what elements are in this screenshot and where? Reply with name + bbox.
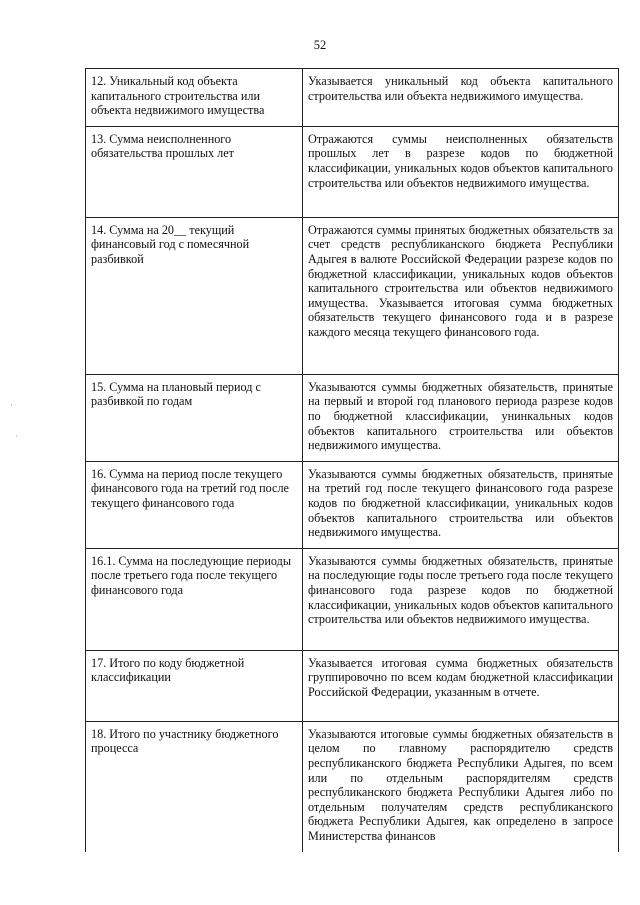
field-description-cell: Отражаются суммы принятых бюджетных обязательств за счет средств республиканского бюджета Республики Адыгея в валюте Российской Федерации разрезе кодов по бюджетной классификации, уникальных кодов объектов капитального строительства или объектов недвижимого имущества. Указывается итоговая сумма бюджетных обязательств текущего финансового года и в разрезе каждого месяца текущего финансового года.	[303, 217, 619, 374]
field-name-cell: 16. Сумма на период после текущего финансового года на третий год после текущего финансового года	[86, 461, 303, 548]
table-row	[86, 69, 619, 127]
field-name-cell: 15. Сумма на плановый период с разбивкой по годам	[86, 374, 303, 461]
margin-mark: ·	[10, 400, 13, 410]
field-name-cell: 14. Сумма на 20__ текущий финансовый год с помесячной разбивкой	[86, 217, 303, 374]
table-row	[86, 650, 619, 721]
margin-mark: ·	[15, 431, 18, 441]
field-description-table	[85, 68, 619, 852]
field-description-cell: Указываются суммы бюджетных обязательств, принятые на третий год после текущего финансового года разрезе кодов по бюджетной классификации, уникальных кодов объектов капитального строительства или объектов недвижимого имущества.	[303, 461, 619, 548]
page-number: 52	[313, 38, 327, 52]
field-name-cell: 13. Сумма неисполненного обязательства прошлых лет	[86, 126, 303, 217]
table-row	[86, 461, 619, 548]
field-description-cell: Указываются суммы бюджетных обязательств, принятые на первый и второй год планового периода разрезе кодов по бюджетной классификации, унинкальных кодов объектов капитального строительства или объектов недвижимого имущества.	[303, 374, 619, 461]
table-row	[86, 374, 619, 461]
table-row	[86, 721, 619, 851]
field-name-cell: 16.1. Сумма на последующие периоды после третьего года после текущего финансового года	[86, 548, 303, 650]
table-row	[86, 217, 619, 374]
table-row	[86, 548, 619, 650]
field-name-cell: 17. Итого по коду бюджетной классификации	[86, 650, 303, 721]
field-name-cell: 12. Уникальный код объекта капитального строительства или объекта недвижимого имущества	[86, 69, 303, 127]
field-description-cell: Указываются итоговые суммы бюджетных обязательств в целом по главному распорядителю средств республиканского бюджета Республики Адыгея, по всем или по отдельным распорядителям средств республиканского бюджета Республики Адыгея либо по отдельным получателям средств республиканского бюджета Республики Адыгея, как определено в запросе Министерства финансов	[303, 721, 619, 851]
field-description-cell: Указываются суммы бюджетных обязательств, принятые на последующие годы после третьего года после текущего финансового года разрезе кодов по бюджетной классификации, уникальных кодов объектов капитального строительства или объектов недвижимого имущества.	[303, 548, 619, 650]
field-description-cell: Отражаются суммы неисполненных обязательств прошлых лет в разрезе кодов по бюджетной классификации, уникальных кодов объектов капитального строительства или объектов недвижимого имущества.	[303, 126, 619, 217]
field-name-cell: 18. Итого по участнику бюджетного процесса	[86, 721, 303, 851]
table-row	[86, 126, 619, 217]
field-description-cell: Указывается уникальный код объекта капитального строительства или объекта недвижимого имущества.	[303, 69, 619, 127]
field-description-cell: Указывается итоговая сумма бюджетных обязательств группировочно по всем кодам бюджетной классификации Российской Федерации, указанным в отчете.	[303, 650, 619, 721]
